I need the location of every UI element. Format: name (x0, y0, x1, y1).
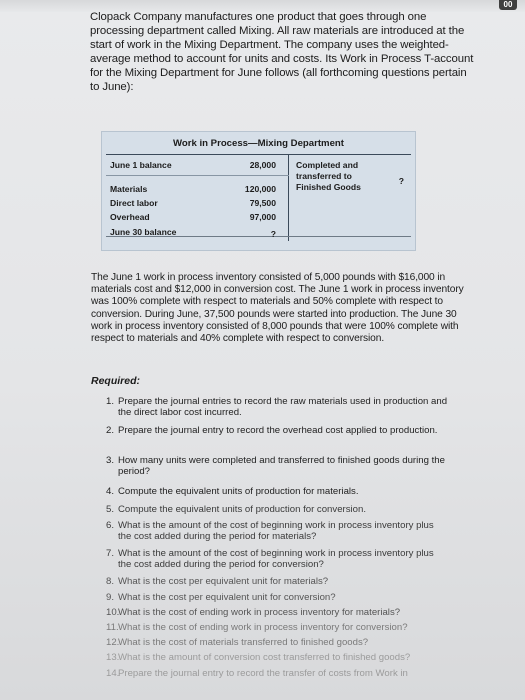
requirement-number: 8. (106, 576, 115, 587)
debit-value-overhead: 97,000 (249, 212, 276, 222)
debit-label-june1: June 1 balance (110, 160, 172, 170)
requirement-item (106, 668, 448, 679)
requirement-item (106, 396, 448, 418)
requirement-text: What is the amount of the cost of beginning work in process inventory plus the cost added during the period for materials? (118, 520, 434, 542)
corner-badge: 00 (499, 0, 517, 10)
t-account (101, 131, 416, 251)
debit-label-overhead: Overhead (110, 212, 150, 222)
required-heading: Required: (91, 375, 141, 387)
requirement-item (106, 592, 448, 603)
requirement-number: 9. (106, 592, 115, 603)
requirement-item (106, 607, 448, 618)
requirement-text: What is the amount of the cost of beginning work in process inventory plus the cost added during the period for conversion? (118, 548, 434, 570)
requirement-item (106, 504, 448, 515)
requirement-text: Prepare the journal entry to record the transfer of costs from Work in (118, 668, 408, 679)
intro-paragraph: Clopack Company manufactures one product that goes through one processing department called Mixing. All raw materials are introduced at the start of work in the Mixing Department. The company uses the weighted-average method to account for units and costs. Its Work in Process T-account for the Mixing Department for June follows (all forthcoming questions pertain to June): (90, 11, 474, 93)
requirement-text: What is the cost per equivalent unit for materials? (118, 576, 329, 587)
requirement-text: What is the cost of ending work in process inventory for materials? (118, 607, 401, 618)
requirement-text: Compute the equivalent units of production for conversion. (118, 504, 366, 515)
requirement-text: What is the cost of materials transferred to finished goods? (118, 637, 369, 648)
requirement-number: 4. (106, 486, 115, 497)
t-account-top-rule (106, 154, 411, 155)
requirement-item (106, 652, 448, 663)
requirement-text: How many units were completed and transferred to finished goods during the period? (118, 455, 445, 477)
requirement-number: 12. (106, 637, 120, 648)
t-account-title: Work in Process—Mixing Department (173, 138, 344, 149)
requirement-item (106, 425, 448, 436)
debit-separator (106, 175, 289, 176)
requirement-item (106, 486, 448, 497)
t-account-center-rule (288, 154, 289, 241)
requirement-item (106, 576, 448, 587)
requirement-number: 13. (106, 652, 120, 663)
debit-value-materials: 120,000 (244, 184, 276, 194)
requirement-number: 7. (106, 548, 115, 559)
requirement-number: 3. (106, 455, 115, 466)
requirement-text: What is the amount of conversion cost transferred to finished goods? (118, 652, 411, 663)
requirement-number: 6. (106, 520, 115, 531)
requirement-number: 11. (106, 622, 119, 633)
requirement-text: Prepare the journal entries to record the raw materials used in production and the direct labor cost incurred. (118, 396, 448, 418)
problem-paragraph: The June 1 work in process inventory consisted of 5,000 pounds with $16,000 in materials cost and $12,000 in conversion cost. The June 1 work in process inventory was 100% complete with respect to materials and 50% complete with respect to conversion. During June, 37,500 pounds were started into production. The June 30 work in process inventory consisted of 8,000 pounds that were 100% complete with respect to materials and 40% complete with respect to conversion. (91, 272, 464, 345)
debit-label-materials: Materials (110, 184, 148, 194)
requirement-number: 10. (106, 607, 120, 618)
requirement-item (106, 455, 448, 477)
credit-value-transferred: ? (398, 176, 404, 186)
requirement-number: 1. (106, 396, 115, 407)
requirement-text: Compute the equivalent units of production for materials. (118, 486, 359, 497)
requirement-item (106, 622, 448, 633)
credit-label-transferred: Completed and transferred to Finished Goods (296, 160, 361, 192)
debit-label-june30: June 30 balance (110, 227, 177, 237)
requirement-number: 5. (106, 504, 115, 515)
requirement-text: Prepare the journal entry to record the overhead cost applied to production. (118, 425, 438, 436)
requirement-number: 14. (106, 668, 120, 679)
debit-label-labor: Direct labor (110, 198, 158, 208)
requirement-text: What is the cost of ending work in process inventory for conversion? (118, 622, 408, 633)
requirement-item (106, 548, 448, 570)
debit-value-june1: 28,000 (249, 160, 276, 170)
debit-value-labor: 79,500 (249, 198, 276, 208)
requirement-number: 2. (106, 425, 115, 436)
requirement-item (106, 637, 448, 648)
requirement-text: What is the cost per equivalent unit for conversion? (118, 592, 336, 603)
requirement-item (106, 520, 448, 542)
debit-value-june30: ? (270, 229, 276, 239)
